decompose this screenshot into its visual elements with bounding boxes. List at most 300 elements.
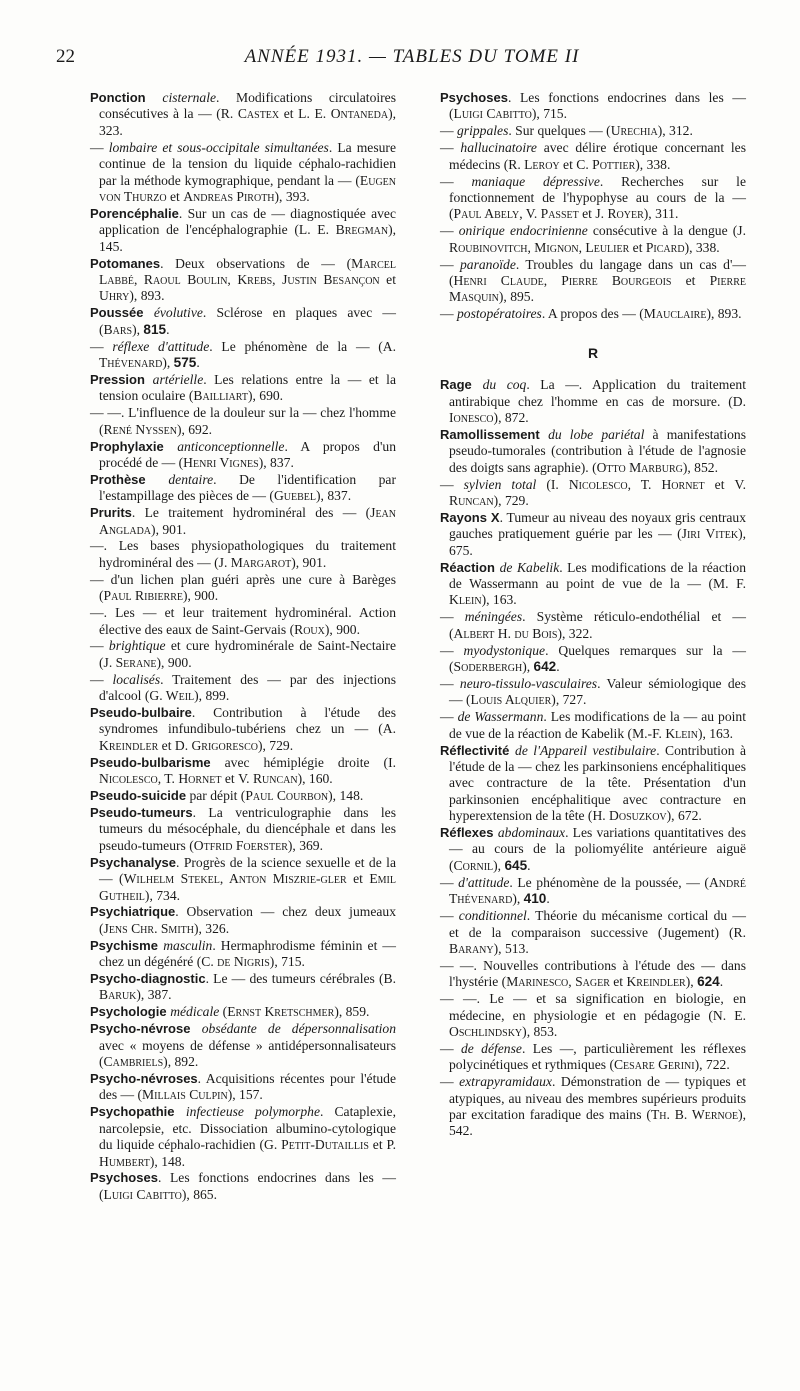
entry-text: Roux <box>294 621 325 637</box>
entry-heading: Psychoses <box>90 1170 158 1186</box>
entry-text: . Quelques remarques sur la — ( <box>449 642 746 674</box>
running-head: ANNÉE 1931. — TABLES DU TOME II <box>244 46 580 67</box>
entry-text: . <box>719 974 724 990</box>
entry-text: ( <box>219 1004 228 1020</box>
entry-text: . Les —, particulièrement les réflexes polycinétiques et rythmiques ( <box>449 1040 746 1073</box>
entry-text: ), 901. <box>151 521 187 537</box>
index-entry <box>440 743 746 825</box>
entry-heading: Pression <box>90 371 153 387</box>
entry-text: . Sur quelques — ( <box>508 123 611 139</box>
entry-text: Marinesco, Sager <box>506 974 610 990</box>
entry-text: D. Grigoresco <box>174 737 258 753</box>
entry-text: — —. Le — et sa signification en biologie, en médecine, en physiologie et en pédagogie ( <box>440 991 746 1023</box>
entry-text: postopératoires <box>457 306 542 322</box>
entry-heading: Ramollissement <box>440 426 549 442</box>
entry-text: . Progrès de la science sexuelle et de la — ( <box>99 854 396 887</box>
entry-text: . Deux observations de — ( <box>160 255 352 271</box>
index-entry <box>90 904 396 937</box>
index-entry <box>440 709 746 742</box>
entry-text: . <box>527 857 531 873</box>
entry-text: Cesare Gerini <box>613 1057 695 1073</box>
entry-text: J. Margarot <box>218 554 292 570</box>
entry-text: onirique endocrinienne <box>458 223 588 239</box>
entry-text: A. Thévenard <box>99 338 397 370</box>
entry-text: . <box>166 321 170 337</box>
index-entry <box>90 405 396 438</box>
entry-text: . Théorie du mécanisme cortical du — et de la comparaison successive (Jugement) ( <box>449 908 746 940</box>
entry-text: . <box>196 355 200 370</box>
entry-text: . Les variations quantitatives des — au cours de la poliomyélite antérieure aiguë ( <box>449 825 747 873</box>
entry-text: et <box>578 206 596 222</box>
entry-text: — —. L'influence de la douleur sur la — chez l'homme ( <box>90 405 396 437</box>
entry-text: Paul Ribierre <box>103 588 183 604</box>
entry-text: ), 900. <box>156 654 192 670</box>
entry-text: brightique <box>108 638 166 654</box>
entry-text: C. de Nigris <box>201 954 270 970</box>
index-entry <box>90 1004 396 1020</box>
entry-text: Henri Claude, Pierre Bourgeois <box>453 272 672 288</box>
index-entry <box>90 805 396 854</box>
entry-text: Otto Marburg <box>596 459 683 475</box>
index-entry <box>440 477 746 510</box>
entry-text: ), <box>685 974 698 990</box>
index-entry <box>440 875 746 908</box>
entry-text: Luigi Cabitto <box>103 1186 182 1202</box>
entry-text: et <box>279 106 299 122</box>
entry-text: ), 715. <box>269 954 305 970</box>
index-entry <box>90 206 396 255</box>
entry-text: de l'Appareil vestibulaire <box>515 742 657 758</box>
entry-text: grippales <box>457 123 509 139</box>
entry-text: Otfrid Foerster <box>193 837 288 853</box>
entry-text: ), <box>522 659 534 674</box>
entry-text: Wilhelm Stekel, Anton Miszrie-gler <box>123 871 347 887</box>
entry-text: P. Humbert <box>99 1137 396 1169</box>
index-entry <box>90 755 396 788</box>
entry-text: ), <box>162 355 174 370</box>
entry-text: — <box>440 675 460 691</box>
entry-text: ), 312. <box>657 123 693 139</box>
entry-text: Eugen von Thurzo <box>99 172 396 204</box>
entry-text: 410 <box>523 891 547 907</box>
entry-text: . Cataplexie, narcolepsie, etc. Dissociation albumino-cytologique du liquide céphalo-rachidien ( <box>99 1104 396 1153</box>
entry-text: — <box>440 709 458 725</box>
entry-text: du coq <box>482 377 527 393</box>
index-entry <box>440 510 746 559</box>
entry-text: ), 837. <box>316 488 352 504</box>
entry-text: — <box>440 642 464 658</box>
entry-heading: Pseudo-bulbaire <box>90 705 192 721</box>
entry-text: Paul Abely, V. Passet <box>453 206 579 222</box>
entry-text: et <box>346 871 370 887</box>
index-entry <box>440 377 746 426</box>
entry-text: — <box>440 223 459 239</box>
entry-text: ), 690. <box>247 388 284 404</box>
entry-text: — <box>90 638 109 654</box>
entry-text: ), 311. <box>643 206 679 222</box>
index-entry <box>90 605 396 638</box>
entry-heading: Potomanes <box>90 255 161 271</box>
index-entry <box>90 705 396 754</box>
entry-text: —. Les bases physiopathologiques du traitement hydrominéral des — ( <box>90 538 396 570</box>
entry-text: Paul Courbon <box>245 788 329 804</box>
entry-text: I. Nicolesco, T. Hornet <box>99 754 396 787</box>
entry-text: Jens Chr. Smith <box>103 920 194 936</box>
entry-text: . Le phénomène de la — ( <box>209 338 383 354</box>
index-entry <box>440 1074 746 1140</box>
entry-text: ), 145. <box>99 222 396 254</box>
entry-text: ), 865. <box>181 1186 218 1202</box>
entry-text: Urechia <box>610 123 658 139</box>
index-entry <box>90 638 396 671</box>
entry-text: . Recherches sur le fonctionnement de l'hypophyse au cours de la — ( <box>449 173 746 222</box>
right-column-r-entries <box>440 377 746 1140</box>
index-entry <box>90 305 396 338</box>
entry-text: . Les fonctions endocrines dans les — ( <box>449 90 746 122</box>
entry-text: — —. Nouvelles contributions à l'étude des — dans l'hystérie ( <box>440 957 746 990</box>
index-entry <box>440 825 746 874</box>
entry-text: avec « moyens de défense » antidépersonnalisateurs ( <box>99 1037 396 1070</box>
entry-text: et cure hydrominérale de Saint-Nectaire ( <box>99 638 396 670</box>
entry-text: . De l'identification par l'estampillage des pièces de — ( <box>99 471 396 504</box>
entry-text: . Valeur sémiologique des — ( <box>449 675 746 708</box>
index-entry <box>440 560 746 609</box>
page-header <box>56 46 768 76</box>
entry-text: réflexe d'attitude <box>112 338 210 354</box>
entry-text: hallucinatoire <box>460 140 537 156</box>
entry-text: 645 <box>504 857 528 873</box>
entry-text: abdominaux <box>497 825 566 841</box>
index-entry <box>440 643 746 676</box>
entry-text: localisés <box>112 671 161 687</box>
index-entry <box>440 123 746 139</box>
entry-text: maniaque dépressive <box>471 173 600 189</box>
entry-text: anticonceptionnelle <box>177 438 285 454</box>
entry-text: évolutive <box>153 305 203 321</box>
entry-text: . Sur un cas de — diagnostiquée avec application de l'encéphalographie ( <box>99 205 396 238</box>
entry-heading: Prurits <box>90 505 132 521</box>
entry-text: . Acquisitions récentes pour l'étude des — ( <box>99 1070 396 1103</box>
entry-heading: Psycho-diagnostic <box>90 971 206 987</box>
index-entry <box>440 306 746 322</box>
entry-text: ), 892. <box>163 1054 199 1070</box>
entry-text: méningées <box>464 609 523 625</box>
entry-text: ), 338. <box>684 239 720 255</box>
entry-heading: Psycho-névroses <box>90 1070 198 1086</box>
entry-text: . La ventriculographie dans les tumeurs du mésocéphale, du diencéphale et dans les pseudo-tumeurs ( <box>99 804 396 853</box>
entry-heading: Réflexes <box>440 825 498 841</box>
entry-heading: Psychoses <box>440 90 508 105</box>
entry-text: J. Roubinovitch, Mignon, Leulier <box>449 223 746 255</box>
entry-text: ), 513. <box>493 940 529 956</box>
index-entry <box>90 472 396 505</box>
entry-text: Bars <box>103 321 133 337</box>
index-entry <box>90 855 396 904</box>
entry-heading: Prothèse <box>90 471 169 487</box>
entry-text: J. Royer <box>595 206 644 222</box>
entry-text: — <box>440 306 457 322</box>
index-entry <box>90 505 396 538</box>
entry-text: du lobe pariétal <box>548 426 645 442</box>
entry-text: ), 893. <box>129 288 165 304</box>
entry-text: — <box>90 139 109 155</box>
entry-text: ), 148. <box>328 788 364 804</box>
entry-text: artérielle <box>152 371 204 387</box>
entry-text: ), 160. <box>297 771 333 787</box>
entry-text: et <box>221 771 239 787</box>
entry-text: ), 893. <box>706 306 742 322</box>
entry-heading: Psycho-névrose <box>90 1021 202 1037</box>
entry-text: ), 729. <box>493 492 529 508</box>
entry-text: ), 326. <box>193 920 230 936</box>
entry-heading: Pseudo-tumeurs <box>90 804 193 820</box>
entry-text: consécutive à la dengue ( <box>587 223 738 239</box>
entry-text: Ernst Kretschmer <box>227 1004 335 1020</box>
entry-text: infectieuse polymorphe <box>185 1104 320 1120</box>
entry-text: et <box>559 156 577 172</box>
entry-text: . Observation — chez deux jumeaux ( <box>99 904 396 936</box>
entry-text: et <box>671 272 710 288</box>
index-entry <box>90 140 396 206</box>
index-entry <box>90 672 396 705</box>
entry-text: — <box>440 123 457 139</box>
entry-text: L. E. Ontaneda <box>298 106 389 122</box>
entry-text: avec délire érotique concernant les médecins ( <box>449 140 746 172</box>
entry-text: et <box>609 974 627 990</box>
entry-text: Cornil <box>453 857 494 873</box>
entry-text: J. Serane <box>103 654 157 670</box>
entry-text: Henri Vignes <box>183 454 259 470</box>
index-entry <box>440 257 746 306</box>
entry-text: B. Baruk <box>99 971 396 1003</box>
entry-text: ), 672. <box>666 808 702 824</box>
entry-heading: Pseudo-suicide <box>90 788 187 804</box>
entry-text: ), 675. <box>449 526 747 558</box>
entry-text: ), 895. <box>498 289 534 305</box>
entry-text: ), 837. <box>258 454 294 470</box>
entry-text: Millais Culpin <box>142 1087 228 1103</box>
entry-text: Albert H. du Bois <box>453 625 558 641</box>
index-entry <box>90 572 396 605</box>
entry-text: . <box>546 891 550 907</box>
entry-text: . Traitement des — par des injections d'alcool ( <box>99 671 397 704</box>
index-entry <box>90 1170 396 1203</box>
entry-heading: Ponction <box>90 90 163 105</box>
entry-text: D. Ionesco <box>449 393 746 425</box>
entry-text: . Troubles du langage dans un cas d'— ( <box>449 256 746 288</box>
entry-heading: Prophylaxie <box>90 438 178 454</box>
entry-text: G. Petit-Dutaillis <box>264 1137 369 1153</box>
entry-text: — <box>440 256 460 272</box>
index-entry <box>440 908 746 957</box>
entry-text: Th. B. Wernoe <box>650 1106 739 1122</box>
index-entry <box>440 991 746 1040</box>
page-number: 22 <box>56 46 75 67</box>
index-entry <box>90 938 396 971</box>
entry-text: — <box>440 140 461 156</box>
entry-text: extrapyramidaux <box>459 1074 552 1090</box>
entry-text: — <box>440 609 465 625</box>
index-entry <box>440 958 746 991</box>
entry-text: myodystonique <box>463 642 546 658</box>
entry-text: . Les modifications de la — au point de vue de la réaction de Kabelik ( <box>449 709 746 741</box>
entry-text: ( <box>536 476 551 492</box>
entry-text: G. Weil <box>149 688 195 704</box>
entry-text: 624 <box>697 974 720 990</box>
index-entry <box>440 174 746 223</box>
index-entry <box>90 372 396 405</box>
index-entry <box>440 609 746 642</box>
section-letter-r: R <box>587 344 599 361</box>
entry-text: paranoïde <box>459 256 516 272</box>
entry-text: de défense <box>460 1040 522 1056</box>
entry-text: ), 692. <box>176 421 213 437</box>
entry-text: L. E. Bregman <box>298 222 389 238</box>
entry-text: Soderbergh <box>453 659 523 674</box>
entry-text: R. Barany <box>449 924 746 956</box>
index-entry <box>440 223 746 256</box>
entry-text: N. E. Oschlindsky <box>449 1007 746 1039</box>
entry-text: ), 323. <box>99 106 397 138</box>
entry-heading: Pseudo-bulbarisme <box>90 754 211 770</box>
entry-text: H. Dosuzkov <box>592 808 667 824</box>
entry-text: ), 338. <box>635 156 671 172</box>
entry-text: et <box>704 476 735 492</box>
entry-text: Louis Alquier <box>470 692 552 708</box>
entry-text: C. Pottier <box>576 156 636 172</box>
entry-text: . A propos des — ( <box>541 306 644 322</box>
entry-text: . Contribution à l'étude des syndromes infundibulo-tubériens chez un — ( <box>99 705 396 737</box>
entry-heading: Réaction <box>440 559 500 575</box>
index-entry <box>90 971 396 1004</box>
entry-text: Marcel Labbé, Raoul Boulin, Krebs, Justin Besançon <box>99 255 396 287</box>
entry-text: . Modifications circulatoires consécutives à la — ( <box>99 90 397 122</box>
index-entry <box>90 1021 396 1070</box>
entry-text: et <box>629 239 646 255</box>
entry-heading: Psychisme <box>90 937 164 953</box>
entry-text: et <box>166 188 184 204</box>
entry-text: . Les modifications de la réaction de Wassermann au point de vue de la — ( <box>449 559 746 591</box>
entry-text: Uhry <box>99 288 130 304</box>
entry-text: conditionnel <box>458 908 527 924</box>
entry-text: médicale <box>170 1004 220 1020</box>
entry-text: . Démonstration de — typiques et atypiques, au niveau des membres supérieurs produits par excitation faradique des mains ( <box>449 1074 747 1122</box>
entry-text: . Sclérose en plaques avec — ( <box>99 305 396 337</box>
entry-text: ), 163. <box>697 725 734 741</box>
entry-text: — <box>90 671 113 687</box>
entry-text: — <box>440 908 459 924</box>
entry-text: ), 157. <box>227 1087 263 1103</box>
entry-text: obsédante de dépersonnalisation <box>201 1021 397 1037</box>
entry-text: 575 <box>173 355 197 370</box>
entry-text: ), 163. <box>481 592 517 608</box>
entry-text: R. Castex <box>220 106 280 122</box>
entry-heading: Porencéphalie <box>90 205 179 221</box>
index-entry <box>90 1104 396 1170</box>
entry-text: — <box>440 874 459 890</box>
entry-heading: Rayons X <box>440 509 500 525</box>
index-entry <box>440 140 746 173</box>
entry-text: V. Runcan <box>449 476 746 508</box>
entry-text: . La —. Application du traitement antirabique chez l'homme en cas de morsure. ( <box>449 377 746 409</box>
entry-text: M.-F. Klein <box>632 725 698 741</box>
entry-text: ), 852. <box>682 459 718 475</box>
entry-text: . Les fonctions endocrines dans les — ( <box>99 1170 396 1202</box>
entry-heading: Psychologie <box>90 1004 171 1020</box>
entry-text: ), 900. <box>183 588 219 604</box>
entry-text: I. Nicolesco, T. Hornet <box>550 476 705 492</box>
entry-text: —. Les — et leur traitement hydrominéral. Action élective des eaux de Saint-Gervais ( <box>90 605 396 637</box>
index-entry <box>90 538 396 571</box>
entry-heading: Psychanalyse <box>90 854 177 870</box>
right-column-p-entries <box>440 90 746 323</box>
entry-text: . Le traitement hydrominéral des — ( <box>131 505 371 521</box>
entry-text: ), <box>493 857 505 873</box>
entry-text: dentaire <box>168 471 214 487</box>
entry-text: avec hémiplégie droite ( <box>210 754 389 770</box>
index-entry <box>90 90 396 139</box>
entry-text: et <box>158 737 175 753</box>
index-entry <box>440 676 746 709</box>
index-entry <box>90 439 396 472</box>
entry-text: ), <box>512 891 524 907</box>
entry-text: . Contribution à l'étude de la — chez les parkinsoniens encéphalitiques avec contracture de la tête. Présentation d'un parkinsonien encéphalitique avec contracture en hyperextension de la tête ( <box>449 742 746 824</box>
entry-text: ), 369. <box>287 837 324 853</box>
entry-text: M. F. Klein <box>449 575 746 608</box>
index-entry <box>90 1071 396 1104</box>
entry-text: Jiri Vitek <box>681 526 739 542</box>
entry-text: . Le — des tumeurs cérébrales ( <box>205 971 384 987</box>
entry-text: ), 542. <box>449 1106 746 1139</box>
entry-text: . <box>556 659 560 674</box>
entry-text: Luigi Cabitto <box>453 106 532 122</box>
entry-text: Guebel <box>273 488 317 504</box>
entry-text: . Le phénomène de la poussée, — ( <box>509 874 709 890</box>
entry-text: lombaire et sous-occipitale simultanées <box>108 139 329 155</box>
entry-text: V. Runcan <box>238 771 298 787</box>
entry-text: cisternale <box>162 90 217 105</box>
entry-text: — <box>90 338 113 354</box>
entry-text: Bailliart <box>193 388 248 404</box>
entry-text: ), <box>132 321 144 337</box>
entry-text: ), 148. <box>149 1153 186 1169</box>
entry-text: ), 859. <box>334 1004 370 1020</box>
entry-text: Picard <box>645 239 685 255</box>
entry-text: d'attitude <box>458 874 510 890</box>
left-column <box>90 90 396 1204</box>
entry-text: ), 322. <box>557 625 593 641</box>
entry-text: ), 729. <box>257 737 294 753</box>
entry-text: Pierre Masquin <box>449 272 747 305</box>
entry-text: André Thévenard <box>449 874 746 907</box>
entry-heading: Rage <box>440 377 483 393</box>
entry-text: de Wassermann <box>457 709 544 725</box>
entry-text: . La mesure continue de la tension du liquide céphalo-rachidien par la méthode kymographique, pendant la — ( <box>99 139 396 188</box>
entry-heading: Poussée <box>90 305 154 321</box>
entry-text: ), 872. <box>493 409 529 425</box>
entry-text: Emil Gutheil <box>99 871 396 903</box>
entry-text: ), 715. <box>531 106 568 122</box>
index-entry <box>440 1041 746 1074</box>
entry-text: ), 853. <box>522 1023 558 1039</box>
entry-text: et <box>379 271 396 287</box>
entry-text: . Tumeur au niveau des noyaux gris centraux gauches pratiquement guérie par les — ( <box>449 509 746 542</box>
entry-text: — d'un lichen plan guéri après une cure à Barèges ( <box>90 571 396 604</box>
entry-text: ), 722. <box>694 1057 730 1073</box>
entry-text: . Les relations entre la — et la tension oculaire ( <box>99 371 396 404</box>
entry-text: 642 <box>533 659 557 674</box>
entry-text: Jean Anglada <box>99 505 396 537</box>
